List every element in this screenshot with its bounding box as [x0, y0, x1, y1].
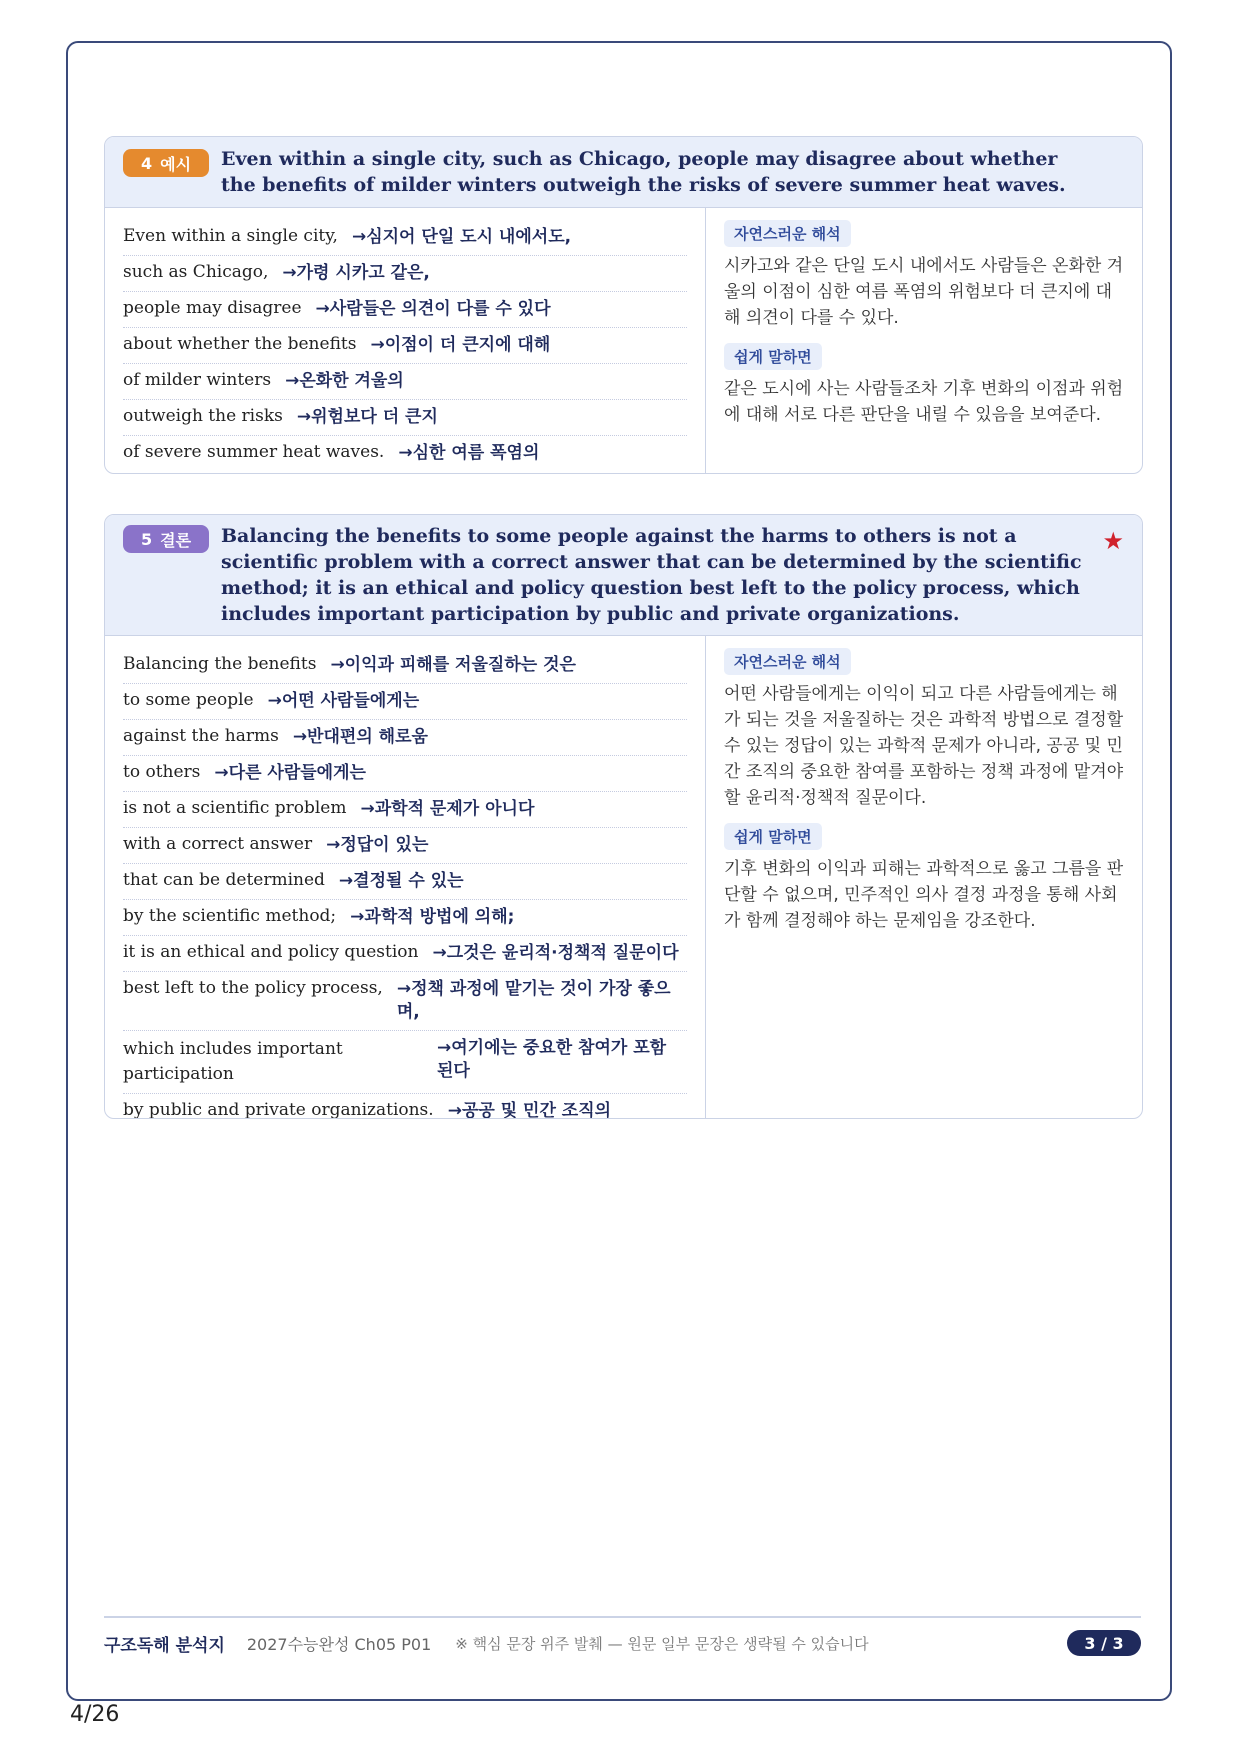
chunk-english: against the harms	[123, 726, 279, 746]
chunk-english: by public and private organizations.	[123, 1100, 434, 1119]
star-icon: ★	[1102, 527, 1124, 555]
natural-translation-label: 자연스러운 해석	[724, 648, 851, 675]
chunk-row	[123, 756, 687, 792]
chunk-korean: →가령 시카고 같은,	[282, 263, 430, 283]
chunk-korean: →다른 사람들에게는	[214, 763, 366, 783]
chunk-english: is not a scientific problem	[123, 798, 347, 818]
sentence-card-5	[104, 514, 1143, 1119]
sentence-card-4	[104, 136, 1143, 474]
chunk-korean: →여기에는 중요한 참여가 포함된다	[437, 1038, 667, 1081]
chunk-korean: →심지어 단일 도시 내에서도,	[351, 227, 572, 247]
chunk-english: Even within a single city,	[123, 226, 338, 246]
chunk-row	[123, 220, 687, 256]
chunk-korean: →온화한 겨울의	[285, 371, 404, 391]
chunk-english: it is an ethical and policy question	[123, 942, 419, 962]
chunk-korean: →반대편의 해로움	[292, 727, 428, 747]
chunk-row	[123, 328, 687, 364]
footer-note: ※ 핵심 문장 위주 발췌 — 원문 일부 문장은 생략될 수 있습니다	[455, 1634, 869, 1653]
footer-divider	[104, 1616, 1141, 1618]
chunk-row	[123, 864, 687, 900]
card-header	[105, 137, 1142, 208]
chunk-english: that can be determined	[123, 870, 325, 890]
chunk-english: of milder winters	[123, 370, 272, 390]
interpretation-panel	[706, 208, 1142, 440]
chunk-row	[123, 256, 687, 292]
chunk-korean: →사람들은 의견이 다를 수 있다	[315, 299, 551, 319]
card-body	[105, 636, 1142, 1118]
chunk-row	[123, 936, 687, 972]
key-sentence: Balancing the benefits to some people against the harms to others is not a scientific problem with a correct answer that can be determined by the scientific method; it is an ethical and policy question best left to the policy process, which includes important participation by public and private organizations.	[221, 525, 1082, 625]
chunk-english: with a correct answer	[123, 834, 313, 854]
chunk-row	[123, 364, 687, 400]
chunk-english: outweigh the risks	[123, 406, 283, 426]
badge-label: 예시	[160, 154, 192, 174]
chunk-korean: →공공 및 민간 조직의	[447, 1101, 612, 1119]
chunk-korean: →심한 여름 폭염의	[398, 443, 540, 463]
chunk-row	[123, 436, 687, 471]
chunk-english: about whether the benefits	[123, 334, 357, 354]
chunk-row	[123, 972, 687, 1031]
badge-number: 5	[140, 529, 153, 549]
natural-translation-text: 시카고와 같은 단일 도시 내에서도 사람들은 온화한 겨울의 이점이 심한 여름 폭염의 위험보다 더 큰지에 대해 의견이 다를 수 있다.	[724, 256, 1124, 328]
page-footer	[104, 1628, 1141, 1658]
chunk-korean: →이익과 피해를 저울질하는 것은	[330, 655, 576, 675]
chunk-row	[123, 828, 687, 864]
conclusion-badge	[123, 525, 209, 553]
key-sentence: Even within a single city, such as Chicago, people may disagree about whether the benefits of milder winters outweigh the risks of severe summer heat waves.	[221, 148, 1066, 196]
simple-summary-label: 쉽게 말하면	[724, 343, 822, 370]
example-badge	[123, 149, 209, 177]
badge-number: 4	[140, 153, 153, 173]
footer-code: 2027수능완성 Ch05 P01	[246, 1634, 432, 1654]
simple-summary-text: 같은 도시에 사는 사람들조차 기후 변화의 이점과 위험에 대해 서로 다른 판단을 내릴 수 있음을 보여준다.	[724, 379, 1124, 425]
page-indicator: 3 / 3	[1067, 1630, 1141, 1656]
chunk-korean: →과학적 방법에 의해;	[350, 907, 515, 927]
natural-translation-label: 자연스러운 해석	[724, 220, 851, 247]
footer-title: 구조독해 분석지	[104, 1635, 225, 1656]
card-header	[105, 515, 1142, 636]
chunk-korean: →이점이 더 큰지에 대해	[370, 335, 551, 355]
card-body	[105, 208, 1142, 473]
chunk-row	[123, 792, 687, 828]
chunk-korean: →결정될 수 있는	[338, 871, 464, 891]
chunk-row	[123, 720, 687, 756]
badge-label: 결론	[160, 530, 192, 550]
document-page-count: 4/26	[70, 1702, 120, 1727]
chunk-row	[123, 1031, 687, 1094]
chunk-english: which includes important participation	[123, 1039, 343, 1084]
chunk-row	[123, 1094, 687, 1119]
simple-summary-text: 기후 변화의 이익과 피해는 과학적으로 옳고 그름을 판단할 수 없으며, 민주적인 의사 결정 과정을 통해 사회가 함께 결정해야 하는 문제임을 강조한다.	[724, 859, 1124, 931]
chunk-english: such as Chicago,	[123, 262, 269, 282]
chunk-list	[105, 636, 705, 1118]
natural-translation-text: 어떤 사람들에게는 이익이 되고 다른 사람들에게는 해가 되는 것을 저울질하는 것은 과학적 방법으로 결정할 수 있는 정답이 있는 과학적 문제가 아니라, 공공 및 민간 조직의 중요한 참여를 포함하는 정책 과정에 맡겨야 할 윤리적·정책적 질문이다.	[724, 684, 1124, 808]
chunk-row	[123, 900, 687, 936]
chunk-row	[123, 292, 687, 328]
chunk-english: to some people	[123, 690, 254, 710]
chunk-english: to others	[123, 762, 201, 782]
chunk-english: people may disagree	[123, 298, 302, 318]
chunk-english: Balancing the benefits	[123, 654, 317, 674]
chunk-row	[123, 400, 687, 436]
chunk-row	[123, 648, 687, 684]
chunk-list	[105, 208, 705, 473]
chunk-korean: →정답이 있는	[326, 835, 429, 855]
chunk-korean: →위험보다 더 큰지	[296, 407, 438, 427]
chunk-korean: →정책 과정에 맡기는 것이 가장 좋으며,	[396, 979, 671, 1022]
simple-summary-label: 쉽게 말하면	[724, 823, 822, 850]
chunk-korean: →과학적 문제가 아니다	[360, 799, 535, 819]
chunk-row	[123, 684, 687, 720]
chunk-english: of severe summer heat waves.	[123, 442, 385, 462]
chunk-korean: →어떤 사람들에게는	[267, 691, 420, 711]
chunk-english: best left to the policy process,	[123, 978, 383, 998]
chunk-english: by the scientific method;	[123, 906, 337, 926]
chunk-korean: →그것은 윤리적·정책적 질문이다	[432, 943, 679, 963]
interpretation-panel	[706, 636, 1142, 946]
